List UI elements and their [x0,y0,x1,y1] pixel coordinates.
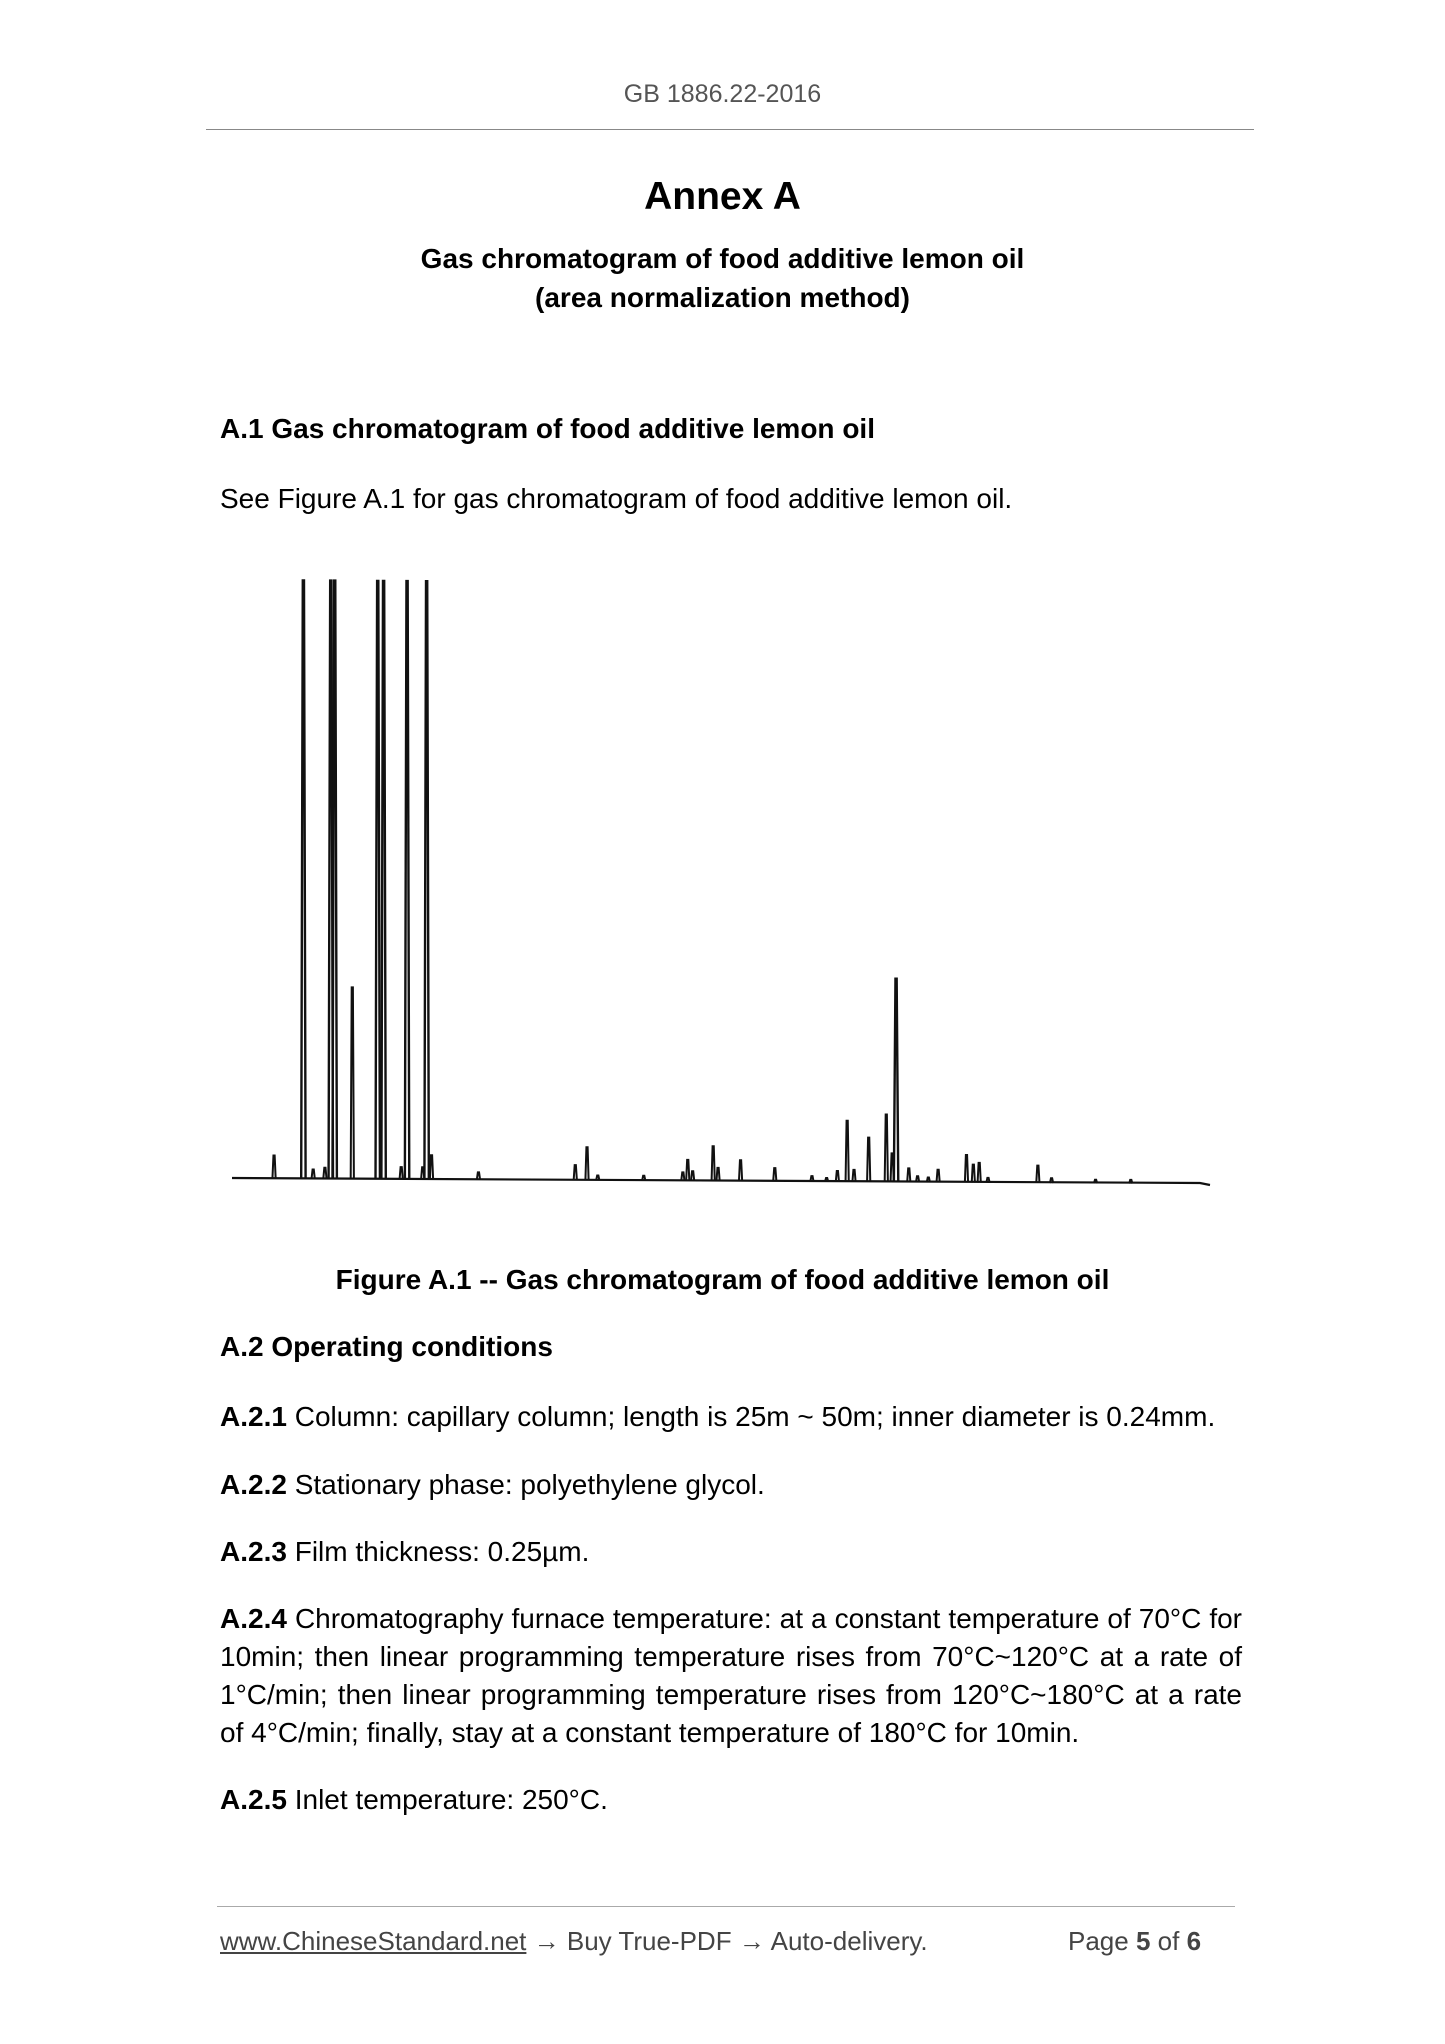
figure-caption: Figure A.1 -- Gas chromatogram of food additive lemon oil [335,1264,1110,1295]
delivery-text: Auto-delivery. [770,1926,928,1956]
condition-label: A.2.2 [220,1469,287,1500]
condition-item-a21 [220,1398,1242,1436]
condition-item-a25 [220,1781,1242,1819]
footer-promo [220,1926,928,1957]
of-label: of [1157,1926,1180,1956]
condition-text: Film thickness: 0.25µm. [286,1536,590,1567]
condition-text: Chromatography furnace temperature: at a constant temperature of 70°C for 10min; then linear programming temperature rises from 70°C~120°C at a rate of 1°C/min; then linear programming temperature rises from 120°C~180°C at a rate of 4°C/min; finally, stay at a constant temperature of 180°C for 10min. [220,1603,1242,1748]
buy-text: Buy True-PDF [566,1926,732,1956]
annex-subtitle-line1: Gas chromatogram of food additive lemon oil [420,243,1025,274]
chromatogram-peak [965,1155,968,1183]
condition-label: A.2.4 [220,1603,287,1634]
chromatogram-peak [312,1170,315,1179]
chromatogram-peak [351,987,354,1178]
chromatogram-peak [894,979,898,1182]
chromatogram-peak [712,1146,715,1181]
chromatogram-baseline [232,1178,1210,1185]
chromatogram-peak [430,1155,433,1179]
annex-title: Annex A [644,175,801,218]
chromatogram-peak [301,580,305,1178]
condition-text: Inlet temperature: 250°C. [286,1784,608,1815]
chromatogram-peak [376,581,380,1179]
chromatogram-figure [220,560,1240,1200]
condition-item-a24 [220,1600,1242,1752]
page-number: 5 [1135,1926,1151,1956]
condition-text: Column: capillary column; length is 25m ~ 50m; inner diameter is 0.24mm. [286,1401,1216,1432]
annex-subtitle [0,239,1445,317]
chromatogram-chart [220,560,1240,1200]
condition-label: A.2.5 [220,1784,287,1815]
chromatogram-peak [332,581,336,1179]
chromatogram-peak [400,1167,403,1179]
chromatogram-peak [1036,1166,1039,1183]
section-a1-heading: A.1 Gas chromatogram of food additive lemon oil [220,413,875,444]
chromatogram-peak [885,1114,888,1182]
footer-rule [217,1906,1235,1907]
condition-label: A.2.3 [220,1536,287,1567]
condition-label: A.2.1 [220,1401,287,1432]
chromatogram-peak [852,1170,855,1182]
page-counter [1068,1926,1201,1957]
chromatogram-peak [272,1156,275,1179]
website-link[interactable]: www.ChineseStandard.net [220,1926,527,1956]
page-total: 6 [1186,1926,1202,1956]
chromatogram-peak [867,1138,870,1182]
chromatogram-peak [574,1165,577,1180]
chromatogram-peak [381,581,385,1179]
chromatogram-peak [585,1147,588,1180]
condition-text: Stationary phase: polyethylene glycol. [286,1469,765,1500]
chromatogram-peak [424,581,428,1179]
chromatogram-peak [716,1168,719,1181]
section-a1-text: See Figure A.1 for gas chromatogram of food additive lemon oil. [220,483,1013,514]
page-label: Page [1068,1926,1129,1956]
chromatogram-peak [846,1121,849,1182]
condition-item-a22 [220,1466,1242,1504]
section-a2-heading: A.2 Operating conditions [220,1331,553,1362]
chromatogram-peak [937,1170,940,1183]
chromatogram-peak [405,581,409,1179]
chromatogram-peak [739,1160,742,1181]
chromatogram-peak [972,1165,975,1183]
header-rule [206,129,1254,130]
chromatogram-peak [773,1168,776,1181]
document-id-header: GB 1886.22-2016 [623,80,822,108]
arrow-right-icon: → [738,1926,765,1956]
condition-item-a23 [220,1533,1242,1571]
chromatogram-peak [978,1163,981,1183]
chromatogram-peak [323,1168,326,1179]
arrow-right-icon: → [533,1926,560,1956]
chromatogram-peak [686,1160,689,1181]
chromatogram-peak [907,1168,910,1182]
annex-subtitle-line2: (area normalization method) [535,282,910,313]
